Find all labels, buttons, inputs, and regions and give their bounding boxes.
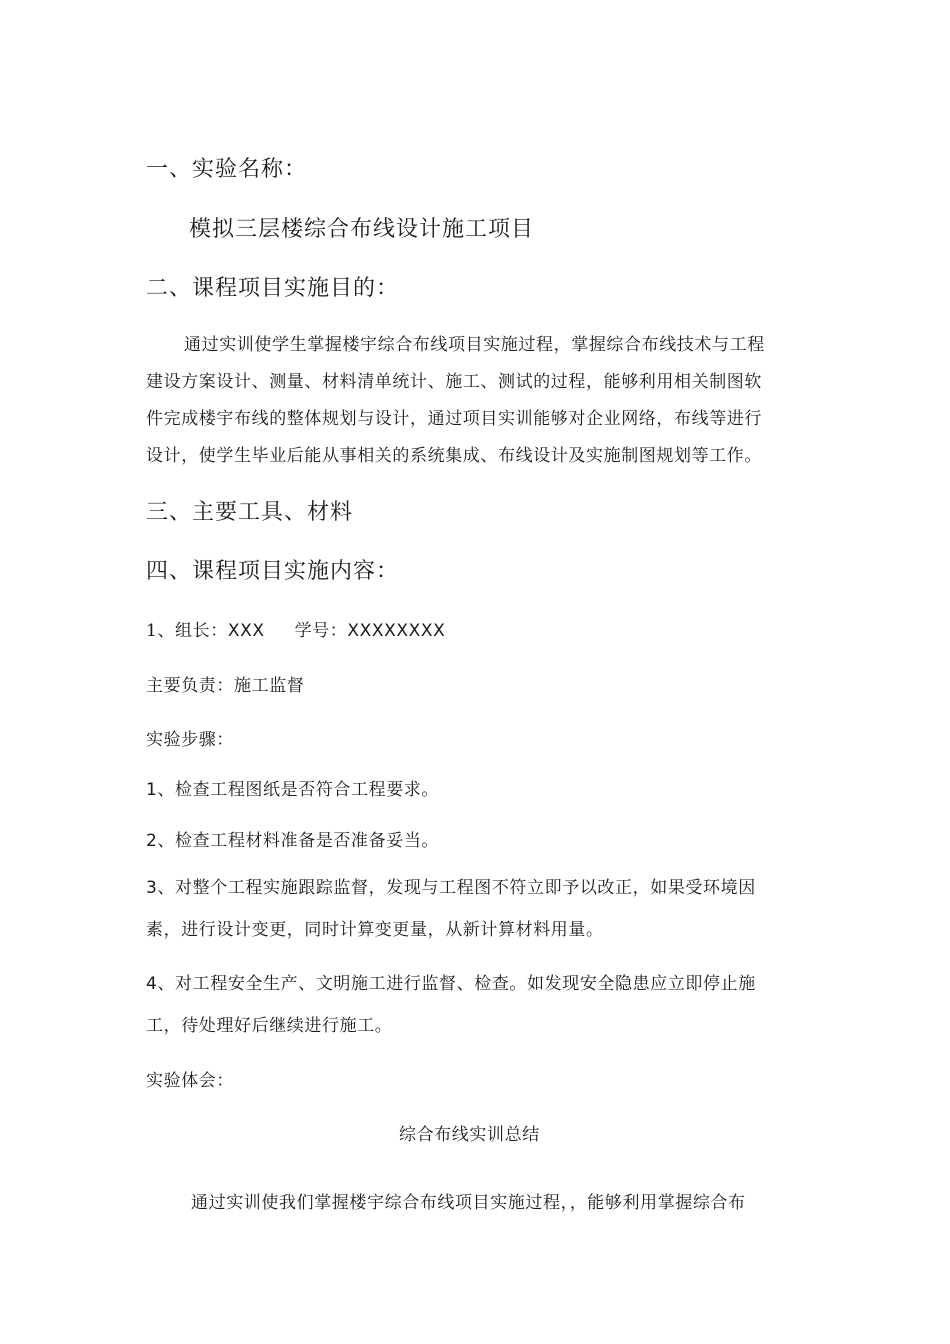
step-item (146, 775, 439, 800)
leader-prefix: 1、组长： (146, 621, 228, 641)
experiment-name-heading: 一、实验名称： (146, 157, 308, 182)
step-text-continued: 工，待处理好后继续进行施工。 (146, 1016, 393, 1036)
reflection-heading: 实验体会： (146, 1071, 234, 1091)
step-number: 1 (146, 780, 158, 800)
step-item (146, 870, 756, 949)
responsibility-line: 主要负责：施工监督 (146, 676, 305, 696)
experiment-name: 模拟三层楼综合布线设计施工项目 (189, 217, 535, 242)
step-number: 3 (146, 878, 158, 898)
summary-first-line: 通过实训使我们掌握楼宇综合布线项目实施过程，，能够利用掌握综合布 (191, 1193, 746, 1213)
student-id-label: 学号： (294, 621, 348, 641)
objective-line: 件完成楼宇布线的整体规划与设计，通过项目实训能够对企业网络，布线等进行 (146, 409, 762, 429)
leader-name: XXX (227, 621, 265, 641)
student-id-value: XXXXXXXX (347, 621, 446, 641)
step-text: 、对整个工程实施跟踪监督，发现与工程图不符立即予以改正，如果受环境因 (157, 878, 756, 898)
step-item (146, 966, 756, 1045)
steps-heading: 实验步骤： (146, 730, 234, 750)
step-text-continued: 素，进行设计变更，同时计算变更量，从新计算材料用量。 (146, 920, 604, 940)
summary-title: 综合布线实训总结 (399, 1125, 540, 1145)
step-text: 、检查工程材料准备是否准备妥当。 (157, 831, 440, 851)
step-number: 4 (146, 974, 158, 994)
step-number: 2 (146, 831, 158, 851)
content-heading: 四、课程项目实施内容： (146, 559, 400, 584)
objective-line: 通过实训使学生掌握楼宇综合布线项目实施过程，掌握综合布线技术与工程 (184, 335, 765, 355)
step-item (146, 826, 439, 851)
group-leader-line (146, 616, 445, 641)
step-text: 、检查工程图纸是否符合工程要求。 (157, 780, 440, 800)
objective-paragraph (146, 327, 765, 475)
objective-line: 建设方案设计、测量、材料清单统计、施工、测试的过程，能够利用相关制图软 (146, 372, 762, 392)
objective-heading: 二、课程项目实施目的： (146, 276, 400, 301)
tools-heading: 三、主要工具、材料 (146, 500, 354, 525)
objective-line: 设计，使学生毕业后能从事相关的系统集成、布线设计及实施制图规划等工作。 (146, 446, 762, 466)
step-text: 、对工程安全生产、文明施工进行监督、检查。如发现安全隐患应立即停止施 (157, 974, 756, 994)
